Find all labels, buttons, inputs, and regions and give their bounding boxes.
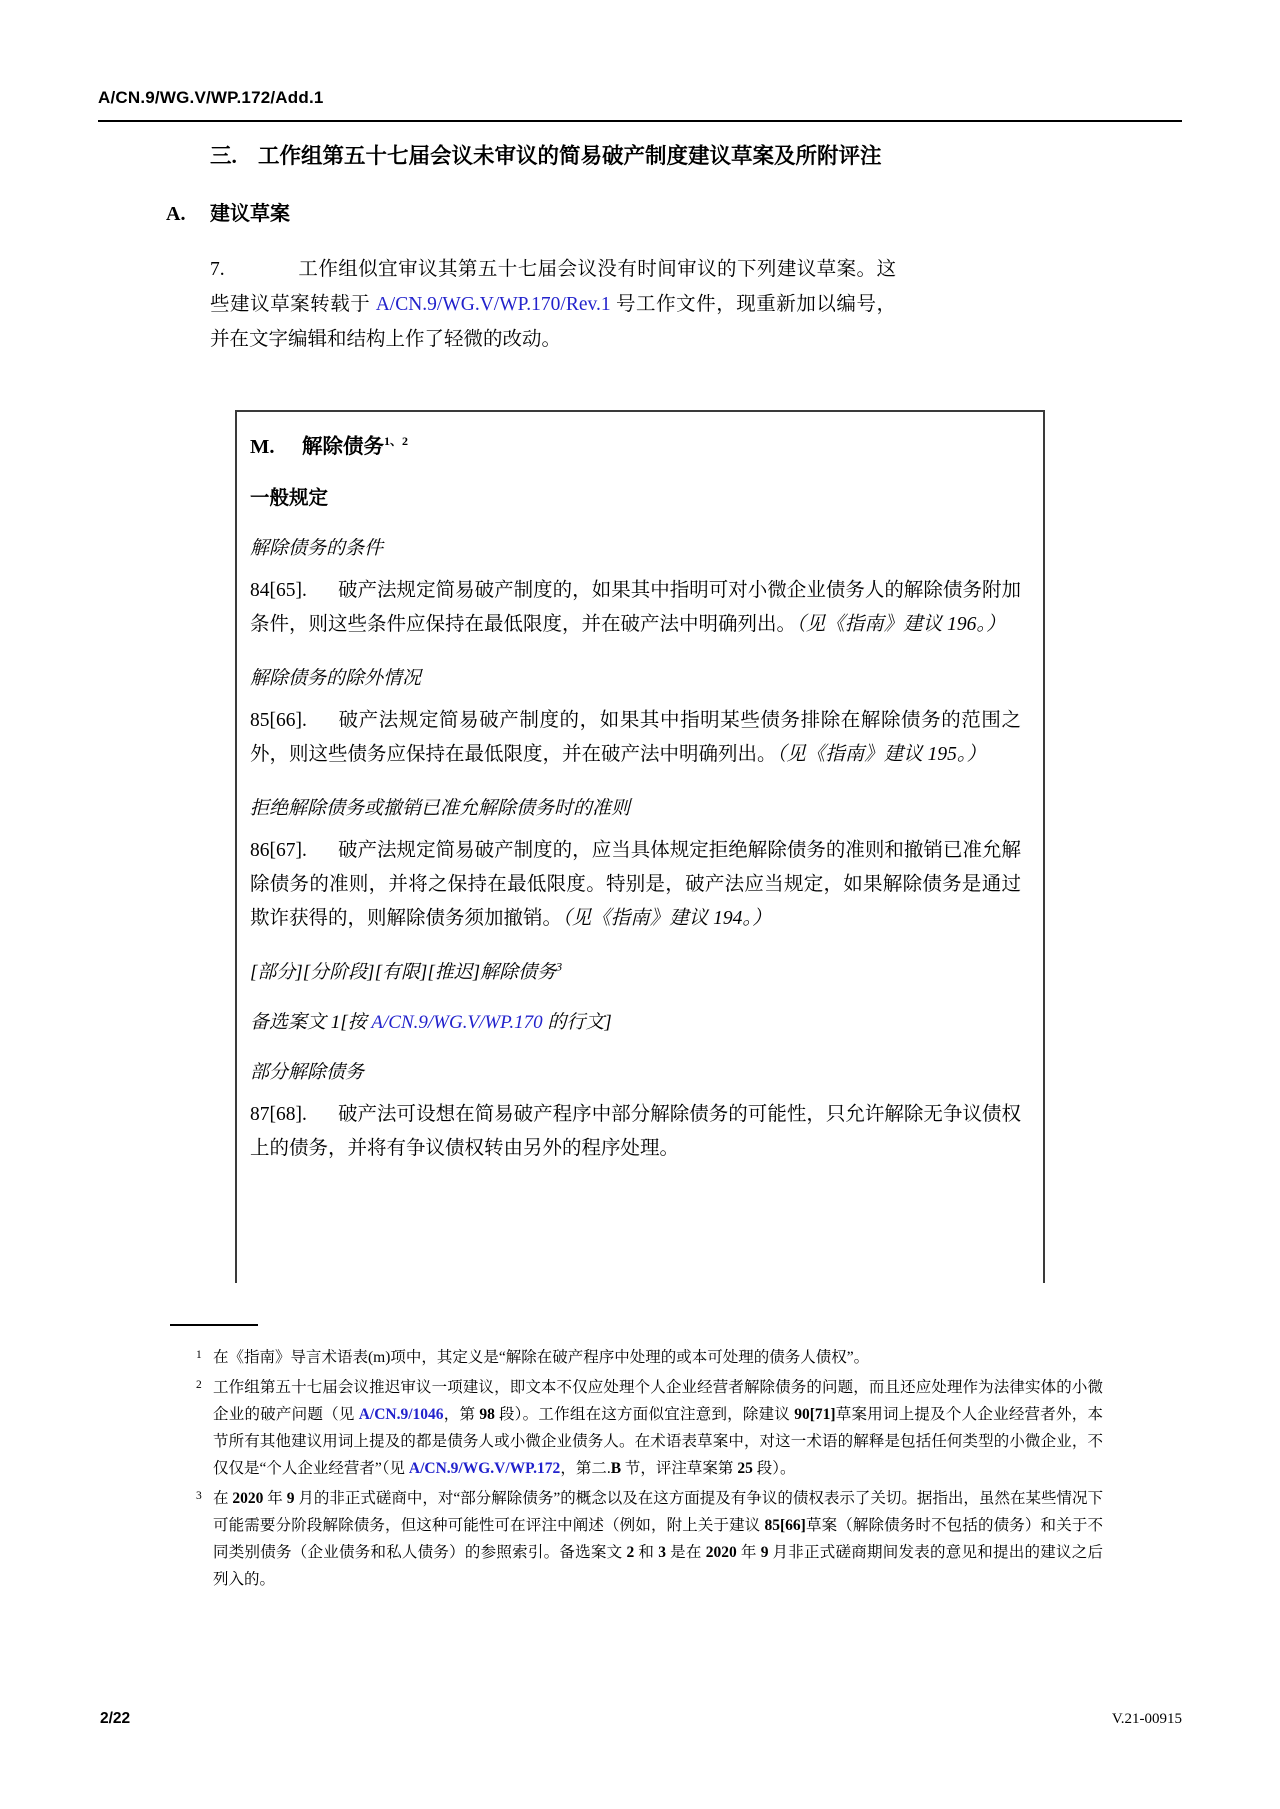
text-segment: 和 <box>634 1544 659 1561</box>
document-link[interactable]: A/CN.9/WG.V/WP.170 <box>371 1012 543 1033</box>
document-symbol: A/CN.9/WG.V/WP.172/Add.1 <box>98 88 324 107</box>
text-segment: 节，评注草案第 <box>621 1460 738 1477</box>
text-segment: 年 <box>736 1544 761 1561</box>
text-segment: 98 <box>479 1406 495 1423</box>
recommendation-box <box>235 410 1045 1283</box>
text-segment: 9 <box>760 1544 769 1561</box>
paragraph-7-number: 7. <box>210 259 225 280</box>
box-heading-letter: M. <box>250 436 275 458</box>
text-segment: 破产法规定简易破产制度的，如果其中指明可对小微企业债务人的解除债务附加条件，则这些条件应保持在最低限度，并在破产法中明确列出。 <box>250 580 1021 635</box>
text-segment: 在《指南》导言术语表(m)项中，其定义是“解除在破产程序中处理的或本可处理的债务人债权”。 <box>213 1349 870 1366</box>
footnote-ref-3: 3 <box>556 959 563 974</box>
text-segment: 25 <box>737 1460 753 1477</box>
paragraph-7 <box>210 252 896 357</box>
general-provisions-heading: 一般规定 <box>250 488 329 509</box>
text-segment: 85[66] <box>764 1517 806 1534</box>
document-link[interactable]: A/CN.9/WG.V/WP.172 <box>408 1460 561 1477</box>
text-segment: 草案用词上提及个人企业经营者外，本节所有其他建议用词上提及的都是债务人或小微企业债务人。在术语表草案中，对这一术语的解释是包括任何类型的小微企业，不仅仅是“个人企业经营者”（见 <box>213 1406 1103 1477</box>
header-rule <box>98 120 1182 122</box>
text-segment: 段）。 <box>752 1460 796 1477</box>
subsection-a-heading <box>166 197 290 226</box>
footnote-3 <box>196 1485 1103 1593</box>
paragraph-7-text <box>210 259 896 350</box>
paragraph-87-number: 87[68]. <box>250 1104 307 1125</box>
subheading-discharge-conditions: 解除债务的条件 <box>250 538 384 559</box>
text-segment: ，第 <box>443 1406 480 1423</box>
footnotes-section <box>196 1344 1103 1596</box>
footnote-separator <box>170 1324 258 1326</box>
paragraph-86-number: 86[67]. <box>250 840 307 861</box>
text-segment: 是在 <box>665 1544 706 1561</box>
paragraph-84-text <box>250 580 1021 635</box>
alternative-text-1-heading <box>250 1010 1021 1036</box>
text-segment: 月的非正式磋商中，对“部分解除债务”的概念以及在这方面提及有争议的债权表示了关切。据指出，虽然在某些情况下可能需要分阶段解除债务，但这种可能性可在评注中阐述（例如，附上关于建议 <box>213 1490 1103 1534</box>
box-heading-title: 解除债务 <box>302 436 384 458</box>
section-heading-main <box>210 139 882 170</box>
box-heading-footnote-refs: 1、2 <box>384 434 409 449</box>
text-segment: 号工作文件，现重新加以编号，并在文字编辑和结构上作了轻微的改动。 <box>210 294 896 350</box>
paragraph-84-number: 84[65]. <box>250 580 307 601</box>
footnote-2 <box>196 1374 1103 1482</box>
text-segment: 工作组似宜审议其第五十七届会议没有时间审议的下列建议草案。这些建议草案转载于 <box>210 259 896 315</box>
text-segment: B <box>610 1460 622 1477</box>
job-number: V.21-00915 <box>1111 1711 1182 1727</box>
text-segment: 90[71] <box>794 1406 836 1423</box>
footnote-1-text <box>213 1349 869 1366</box>
section-heading-number: 三. <box>210 144 237 168</box>
paragraph-86-text <box>250 840 1021 929</box>
footnote-1-number: 1 <box>196 1349 202 1361</box>
text-segment: （见《指南》建议 194。） <box>562 908 772 929</box>
text-segment: 3 <box>658 1544 666 1561</box>
subheading-partial-discharge: 部分解除债务 <box>250 1062 365 1083</box>
paragraph-84 <box>250 574 1021 642</box>
subsection-a-label: A. <box>166 203 186 225</box>
text-segment: 9 <box>286 1490 295 1507</box>
paragraph-87-text <box>250 1104 1021 1159</box>
footnote-3-text <box>213 1490 1103 1588</box>
footnote-2-text <box>213 1379 1103 1477</box>
text-segment: 2020 <box>232 1490 264 1507</box>
text-segment: 2020 <box>705 1544 737 1561</box>
document-link[interactable]: A/CN.9/WG.V/WP.170/Rev.1 <box>375 294 611 315</box>
text-segment: 破产法规定简易破产制度的，如果其中指明某些债务排除在解除债务的范围之外，则这些债务应保持在最低限度，并在破产法中明确列出。 <box>250 710 1021 765</box>
text-segment: ，第二. <box>560 1460 611 1477</box>
text-segment: 破产法规定简易破产制度的，应当具体规定拒绝解除债务的准则和撤销已准允解除债务的准则，并将之保持在最低限度。特别是，破产法应当规定，如果解除债务是通过欺诈获得的，则解除债务须加撤销。 <box>250 840 1021 929</box>
paragraph-85-number: 85[66]. <box>250 710 307 731</box>
footnote-2-number: 2 <box>196 1379 202 1391</box>
text-segment: 草案（解除债务时不包括的债务）和关于不同类别债务（企业债务和私人债务）的参照索引。备选案文 <box>213 1517 1103 1561</box>
footnote-3-number: 3 <box>196 1490 202 1502</box>
paragraph-85 <box>250 704 1021 772</box>
text-segment: （见《指南》建议 196。） <box>796 614 1006 635</box>
box-heading-m <box>250 434 1021 461</box>
text-segment: （见《指南》建议 195。） <box>776 744 987 765</box>
footnote-1 <box>196 1344 1103 1371</box>
text-segment: 工作组第五十七届会议推迟审议一项建议，即文本不仅应处理个人企业经营者解除债务的问题，而且还应处理作为法律实体的小微企业的破产问题（见 <box>213 1379 1103 1423</box>
text-segment: 年 <box>263 1490 287 1507</box>
subsection-a-title: 建议草案 <box>210 203 290 225</box>
paragraph-86 <box>250 834 1021 936</box>
subheading-denial-revocation-criteria: 拒绝解除债务或撤销已准允解除债务时的准则 <box>250 798 631 819</box>
section-heading-title: 工作组第五十七届会议未审议的简易破产制度建议草案及所附评注 <box>258 144 882 168</box>
text-segment: 在 <box>213 1490 233 1507</box>
text-segment: 破产法可设想在简易破产程序中部分解除债务的可能性，只允许解除无争议债权上的债务，并将有争议债权转由另外的程序处理。 <box>250 1104 1021 1159</box>
subheading-partial-staged-discharge-text: [部分][分阶段][有限][推迟]解除债务 <box>250 962 557 983</box>
paragraph-85-text <box>250 710 1021 765</box>
text-segment: 段）。工作组在这方面似宜注意到，除建议 <box>494 1406 795 1423</box>
text-segment: 的行文] <box>542 1012 612 1033</box>
text-segment: 备选案文 1[按 <box>250 1012 372 1033</box>
subheading-partial-staged-discharge <box>250 960 1021 986</box>
page-number: 2/22 <box>100 1710 131 1727</box>
subheading-discharge-exclusions: 解除债务的除外情况 <box>250 668 422 689</box>
text-segment: 2 <box>626 1544 635 1561</box>
document-link[interactable]: A/CN.9/1046 <box>358 1406 444 1423</box>
text-segment: 月非正式磋商期间发表的意见和提出的建议之后列入的。 <box>213 1544 1103 1588</box>
paragraph-87 <box>250 1098 1021 1166</box>
